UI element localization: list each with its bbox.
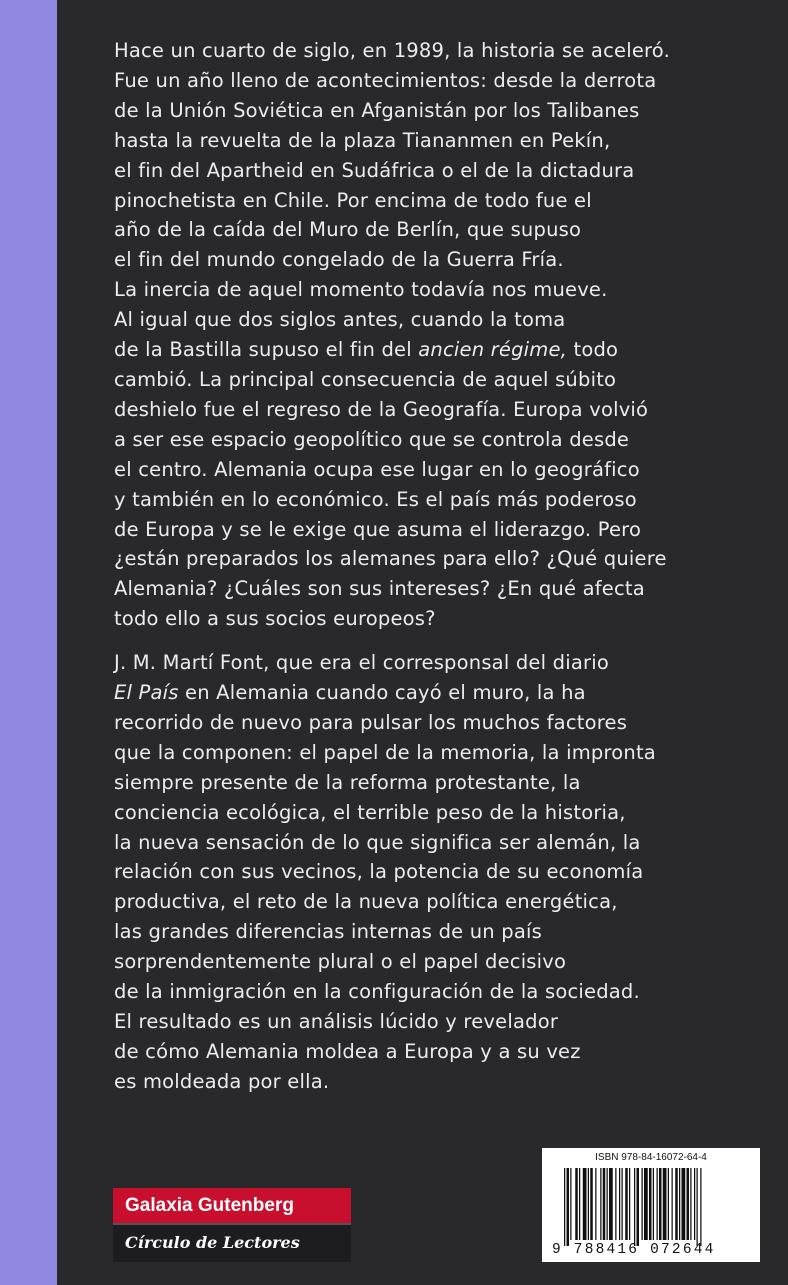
barcode-bar bbox=[687, 1168, 690, 1240]
barcode-bar bbox=[595, 1168, 596, 1240]
barcode-bar bbox=[609, 1168, 613, 1240]
barcode-bar bbox=[694, 1168, 695, 1240]
barcode-bar bbox=[607, 1168, 608, 1240]
barcode-bar bbox=[590, 1168, 593, 1240]
blurb-line: Hace un cuarto de siglo, en 1989, la historia se aceleró. bbox=[114, 39, 670, 62]
barcode-bar bbox=[615, 1168, 616, 1240]
barcode-bar bbox=[679, 1168, 680, 1240]
isbn-label: ISBN 978-84-16072-64-4 bbox=[595, 1152, 707, 1163]
blurb-paragraph-1 bbox=[114, 36, 774, 335]
italic-phrase: ancien régime, bbox=[418, 338, 568, 362]
barcode-bar bbox=[697, 1168, 698, 1246]
blurb-line: y también en lo económico. Es el país más poderoso bbox=[114, 487, 637, 511]
blurb-line: El País en Alemania cuando cayó el muro, la ha bbox=[114, 681, 586, 705]
barcode-bar bbox=[659, 1168, 662, 1240]
barcode-bar bbox=[644, 1168, 648, 1240]
blurb-line: El resultado es un análisis lúcido y revelador bbox=[114, 1010, 559, 1033]
blurb-paragraph-2-rest bbox=[114, 708, 774, 1097]
blurb-line: año de la caída del Muro de Berlín, que supuso bbox=[114, 218, 582, 242]
barcode-digits: 9 788416 072644 bbox=[552, 1242, 716, 1258]
barcode-bar bbox=[690, 1168, 691, 1240]
blurb-line: de la Unión Soviética en Afganistán por los Talibanes bbox=[114, 98, 640, 122]
blurb-line: La inercia de aquel momento todavía nos mueve. bbox=[114, 278, 608, 302]
barcode-bar bbox=[629, 1168, 630, 1240]
barcode-bar bbox=[663, 1168, 667, 1240]
blurb-line: el centro. Alemania ocupa ese lugar en lo geográfico bbox=[114, 457, 640, 481]
blurb-line: Fue un año lleno de acontecimientos: desde la derrota bbox=[114, 68, 657, 92]
barcode-bar bbox=[672, 1168, 673, 1240]
blurb-line: las grandes diferencias internas de un país bbox=[114, 920, 542, 944]
barcode-bar bbox=[622, 1168, 623, 1240]
blurb-line: J. M. Martí Font, que era el corresponsal del diario bbox=[114, 651, 609, 675]
blurb-line: la nueva sensación de lo que significa ser alemán, la bbox=[114, 830, 641, 854]
barcode-bar bbox=[567, 1168, 570, 1246]
barcode-bar bbox=[700, 1168, 701, 1246]
blurb-line: hasta la revuelta de la plaza Tiananmen en Pekín, bbox=[114, 128, 611, 152]
barcode-bar bbox=[649, 1168, 652, 1240]
barcode-bar bbox=[625, 1168, 628, 1240]
barcode-bar bbox=[682, 1168, 686, 1240]
barcode-bar bbox=[564, 1168, 565, 1246]
publisher-partner: Círculo de Lectores bbox=[113, 1223, 351, 1262]
barcode-bar bbox=[657, 1168, 658, 1240]
blurb-line: pinochetista en Chile. Por encima de todo fue el bbox=[114, 188, 592, 212]
publisher-logo bbox=[113, 1188, 351, 1262]
barcode-bar bbox=[668, 1168, 669, 1240]
blurb-line: es moldeada por ella. bbox=[114, 1069, 330, 1093]
barcode-bar bbox=[603, 1168, 606, 1240]
barcode-bar bbox=[570, 1168, 571, 1240]
blurb-line: todo ello a sus socios europeos? bbox=[114, 607, 436, 631]
barcode-bar bbox=[642, 1168, 643, 1240]
spine-band bbox=[0, 0, 57, 1285]
blurb-line: a ser ese espacio geopolítico que se controla desde bbox=[114, 427, 630, 451]
barcode-bar bbox=[579, 1168, 580, 1240]
blurb-text bbox=[114, 36, 774, 1097]
blurb-line: que la componen: el papel de la memoria, la impronta bbox=[114, 740, 656, 764]
blurb-line: sorprendentemente plural o el papel decisivo bbox=[114, 950, 567, 974]
barcode-panel bbox=[542, 1148, 760, 1262]
blurb-line: de la Bastilla supuso el fin del ancien régime, todo bbox=[114, 338, 619, 362]
barcode-bar bbox=[588, 1168, 589, 1240]
blurb-line: Al igual que dos siglos antes, cuando la toma bbox=[114, 308, 566, 332]
blurb-line: el fin del mundo congelado de la Guerra Fría. bbox=[114, 248, 564, 272]
blurb-line: siempre presente de la reforma protestante, la bbox=[114, 770, 581, 794]
blurb-line: de cómo Alemania moldea a Europa y a su vez bbox=[114, 1039, 581, 1063]
blurb-line: de la inmigración en la configuración de la sociedad. bbox=[114, 980, 640, 1004]
blurb-line: relación con sus vecinos, la potencia de su economía bbox=[114, 860, 644, 884]
blurb-paragraph-1-rest bbox=[114, 365, 774, 634]
blurb-line: Alemania? ¿Cuáles son sus intereses? ¿En qué afecta bbox=[114, 577, 645, 601]
barcode-bar bbox=[583, 1168, 587, 1240]
blurb-line: conciencia ecológica, el terrible peso de la historia, bbox=[114, 800, 626, 824]
newspaper-name: El País bbox=[114, 681, 179, 705]
barcode-bar bbox=[675, 1168, 678, 1240]
blurb-line: cambió. La principal consecuencia de aquel súbito bbox=[114, 367, 617, 391]
barcode-bar bbox=[619, 1168, 620, 1240]
barcode-bar bbox=[637, 1168, 640, 1246]
barcode-bar bbox=[634, 1168, 635, 1246]
blurb-line: productiva, el reto de la nueva política energética, bbox=[114, 890, 618, 914]
barcode-bar bbox=[600, 1168, 601, 1240]
blurb-line: deshielo fue el regreso de la Geografía. Europa volvió bbox=[114, 397, 649, 421]
blurb-line: de Europa y se le exige que asuma el liderazgo. Pero bbox=[114, 517, 642, 541]
blurb-line: ¿están preparados los alemanes para ello? ¿Qué quiere bbox=[114, 547, 667, 571]
blurb-line: el fin del Apartheid en Sudáfrica o el de la dictadura bbox=[114, 158, 635, 182]
barcode-bar bbox=[653, 1168, 654, 1240]
barcode-bar bbox=[575, 1168, 578, 1240]
blurb-line: recorrido de nuevo para pulsar los muchos factores bbox=[114, 710, 628, 734]
publisher-name: Galaxia Gutenberg bbox=[113, 1188, 351, 1223]
